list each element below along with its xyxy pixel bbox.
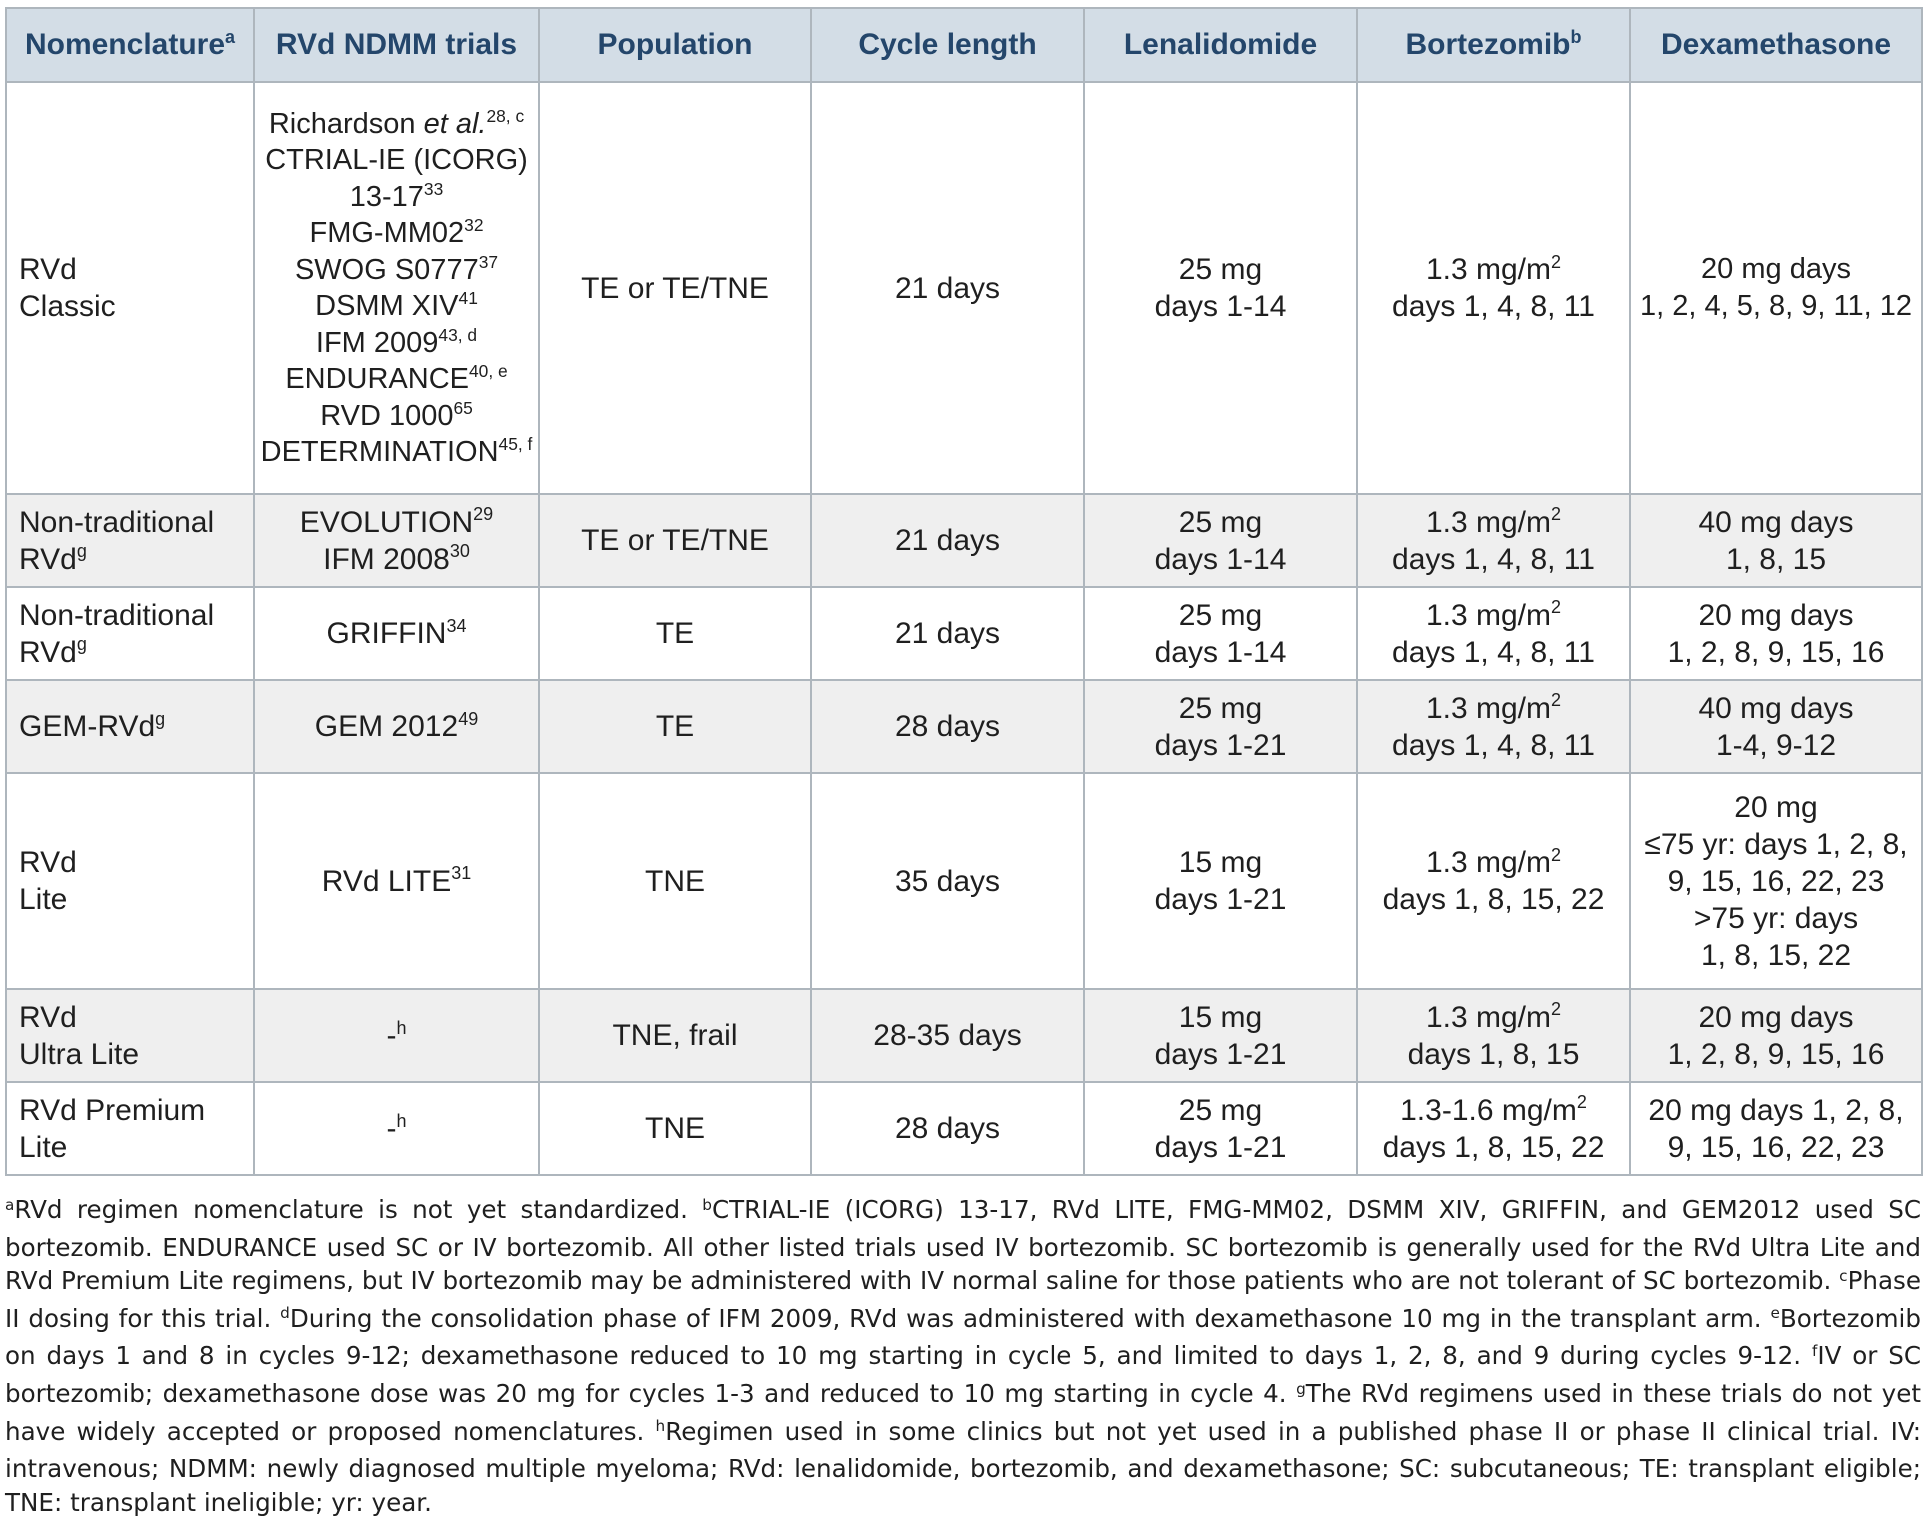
population-cell: TE [539,680,811,773]
cycle-length-cell: 28-35 days [811,989,1084,1082]
footnote-e: $^e$Bortezomib on days 1 and 8 in cycles 9-12; dexamethasone reduced to 10 mg starting in cycle 5, and limited to days 1, 2, 8, and 9 during cycles 9-12. [5,1303,1921,1371]
cycle-length-cell: 21 days [811,494,1084,587]
trials-cell: EVOLUTION$^{29}$ IFM 2008$^{30}$ [254,494,539,587]
table-row [6,680,1922,773]
header-dexamethasone: Dexamethasone [1630,8,1922,82]
header-population: Population [539,8,811,82]
bortezomib-cell: 1.3 $mg/m^2$ days 1, 4, 8, 11 [1357,680,1630,773]
nomenclature-cell: RVd Ultra Lite [6,989,254,1082]
dexamethasone-cell: 40 mg days 1, 8, 15 [1630,494,1922,587]
nomenclature-cell: Non-traditional RVd$^g$ [6,494,254,587]
header-cycle-length: Cycle length [811,8,1084,82]
cycle-length-cell: 21 days [811,587,1084,680]
lenalidomide-cell: 25 mg days 1-14 [1084,587,1357,680]
bortezomib-cell: 1.3-1.6 $mg/m^2$ days 1, 8, 15, 22 [1357,1082,1630,1175]
trials-cell: GEM 2012$^{49}$ [254,680,539,773]
trials-cell: Richardson et al.$^{28, c}$ CTRIAL-IE (ICORG) $13-17^{33}$ FMG-$MM02^{32}$ SWOG S0777$^{37}$ DSMM XIV$^{41}$ IFM 2009$^{43, d}$ ENDURANCE$^{40, e}$ RVD 1000$^{65}$ DETERMINATION$^{45, f}$ [254,82,539,494]
footnote-g: $^g$The RVd regimens used in these trials do not yet have widely accepted or proposed nomenclatures. [5,1378,1921,1446]
table-row [6,494,1922,587]
dexamethasone-cell: 20 mg days 1, 2, 4, 5, 8, 9, 11, 12 [1630,82,1922,494]
cycle-length-cell: 28 days [811,1082,1084,1175]
table-row [6,1082,1922,1175]
nomenclature-cell: RVd Premium Lite [6,1082,254,1175]
nomenclature-cell: RVd Classic [6,82,254,494]
nomenclature-cell: RVd Lite [6,773,254,989]
bortezomib-cell: 1.3 $mg/m^2$ days 1, 4, 8, 11 [1357,587,1630,680]
footnote-h: $^h$Regimen used in some clinics but not yet used in a published phase II or phase II clinical trial. IV: intravenous; NDMM: newly diagnosed multiple myeloma; RVd: lenalidomide, bortezomib, and dexamethasone; SC: subcutaneous; TE: transplant eligible; TNE: transplant ineligible; yr: year. [5,1416,1921,1517]
population-cell: TNE [539,1082,811,1175]
regimen-table-container [5,7,1921,1176]
header-lenalidomide: Lenalidomide [1084,8,1357,82]
lenalidomide-cell: 25 mg days 1-21 [1084,1082,1357,1175]
header-trials: RVd NDMM trials [254,8,539,82]
trials-cell: -$^h$ [254,1082,539,1175]
header-nomenclature: Nomenclature$^a$ [6,8,254,82]
header-bortezomib: Bortezomib$^b$ [1357,8,1630,82]
bortezomib-cell: 1.3 $mg/m^2$ days 1, 4, 8, 11 [1357,82,1630,494]
footnote-b: $^b$CTRIAL-IE (ICORG) 13-17, RVd LITE, FMG-MM02, DSMM XIV, GRIFFIN, and GEM2012 used SC bortezomib. ENDURANCE used SC or IV bortezomib. All other listed trials used IV bortezomib. SC bortezomib is generally used for the RVd Ultra Lite and RVd Premium Lite regimens, but IV bortezomib may be administered with IV normal saline for those patients who are not tolerant of SC bortezomib. [5,1195,1921,1296]
population-cell: TE or TE/TNE [539,82,811,494]
table-footnotes [5,1193,1921,1519]
bortezomib-cell: 1.3 $mg/m^2$ days 1, 8, 15, 22 [1357,773,1630,989]
dexamethasone-cell: 40 mg days 1-4, 9-12 [1630,680,1922,773]
population-cell: TNE [539,773,811,989]
footnote-a: $^a$RVd regimen nomenclature is not yet standardized. [5,1195,703,1224]
lenalidomide-cell: 25 mg days 1-14 [1084,494,1357,587]
cycle-length-cell: 35 days [811,773,1084,989]
footnote-f: $^f$IV or SC bortezomib; dexamethasone dose was 20 mg for cycles 1-3 and reduced to 10 mg starting in cycle 4. [5,1341,1922,1408]
population-cell: TE [539,587,811,680]
nomenclature-cell: Non-traditional RVd$^g$ [6,587,254,680]
cycle-length-cell: 28 days [811,680,1084,773]
footnote-d: $^d$During the consolidation phase of IFM 2009, RVd was administered with dexamethasone 10 mg in the transplant arm. [280,1303,1771,1333]
lenalidomide-cell: 25 mg days 1-21 [1084,680,1357,773]
rvd-regimen-table [5,7,1923,1176]
dexamethasone-cell: 20 mg days 1, 2, 8, 9, 15, 16, 22, 23 [1630,1082,1922,1175]
dexamethasone-cell: 20 mg ≤75 yr: days 1, 2, 8, 9, 15, 16, 22, 23 >75 yr: days 1, 8, 15, 22 [1630,773,1922,989]
nomenclature-cell: GEM-RVd$^g$ [6,680,254,773]
cycle-length-cell: 21 days [811,82,1084,494]
footnote-c: $^c$Phase II dosing for this trial. [5,1266,1921,1333]
table-row [6,587,1922,680]
header-row [6,8,1922,82]
lenalidomide-cell: 15 mg days 1-21 [1084,989,1357,1082]
lenalidomide-cell: 25 mg days 1-14 [1084,82,1357,494]
population-cell: TNE, frail [539,989,811,1082]
table-row [6,773,1922,989]
bortezomib-cell: 1.3 $mg/m^2$ days 1, 8, 15 [1357,989,1630,1082]
table-row [6,82,1922,494]
dexamethasone-cell: 20 mg days 1, 2, 8, 9, 15, 16 [1630,587,1922,680]
bortezomib-cell: 1.3 $mg/m^2$ days 1, 4, 8, 11 [1357,494,1630,587]
trials-cell: RVd LITE$^{31}$ [254,773,539,989]
population-cell: TE or TE/TNE [539,494,811,587]
dexamethasone-cell: 20 mg days 1, 2, 8, 9, 15, 16 [1630,989,1922,1082]
trials-cell: -$^h$ [254,989,539,1082]
trials-cell: GRIFFIN$^{34}$ [254,587,539,680]
lenalidomide-cell: 15 mg days 1-21 [1084,773,1357,989]
table-row [6,989,1922,1082]
